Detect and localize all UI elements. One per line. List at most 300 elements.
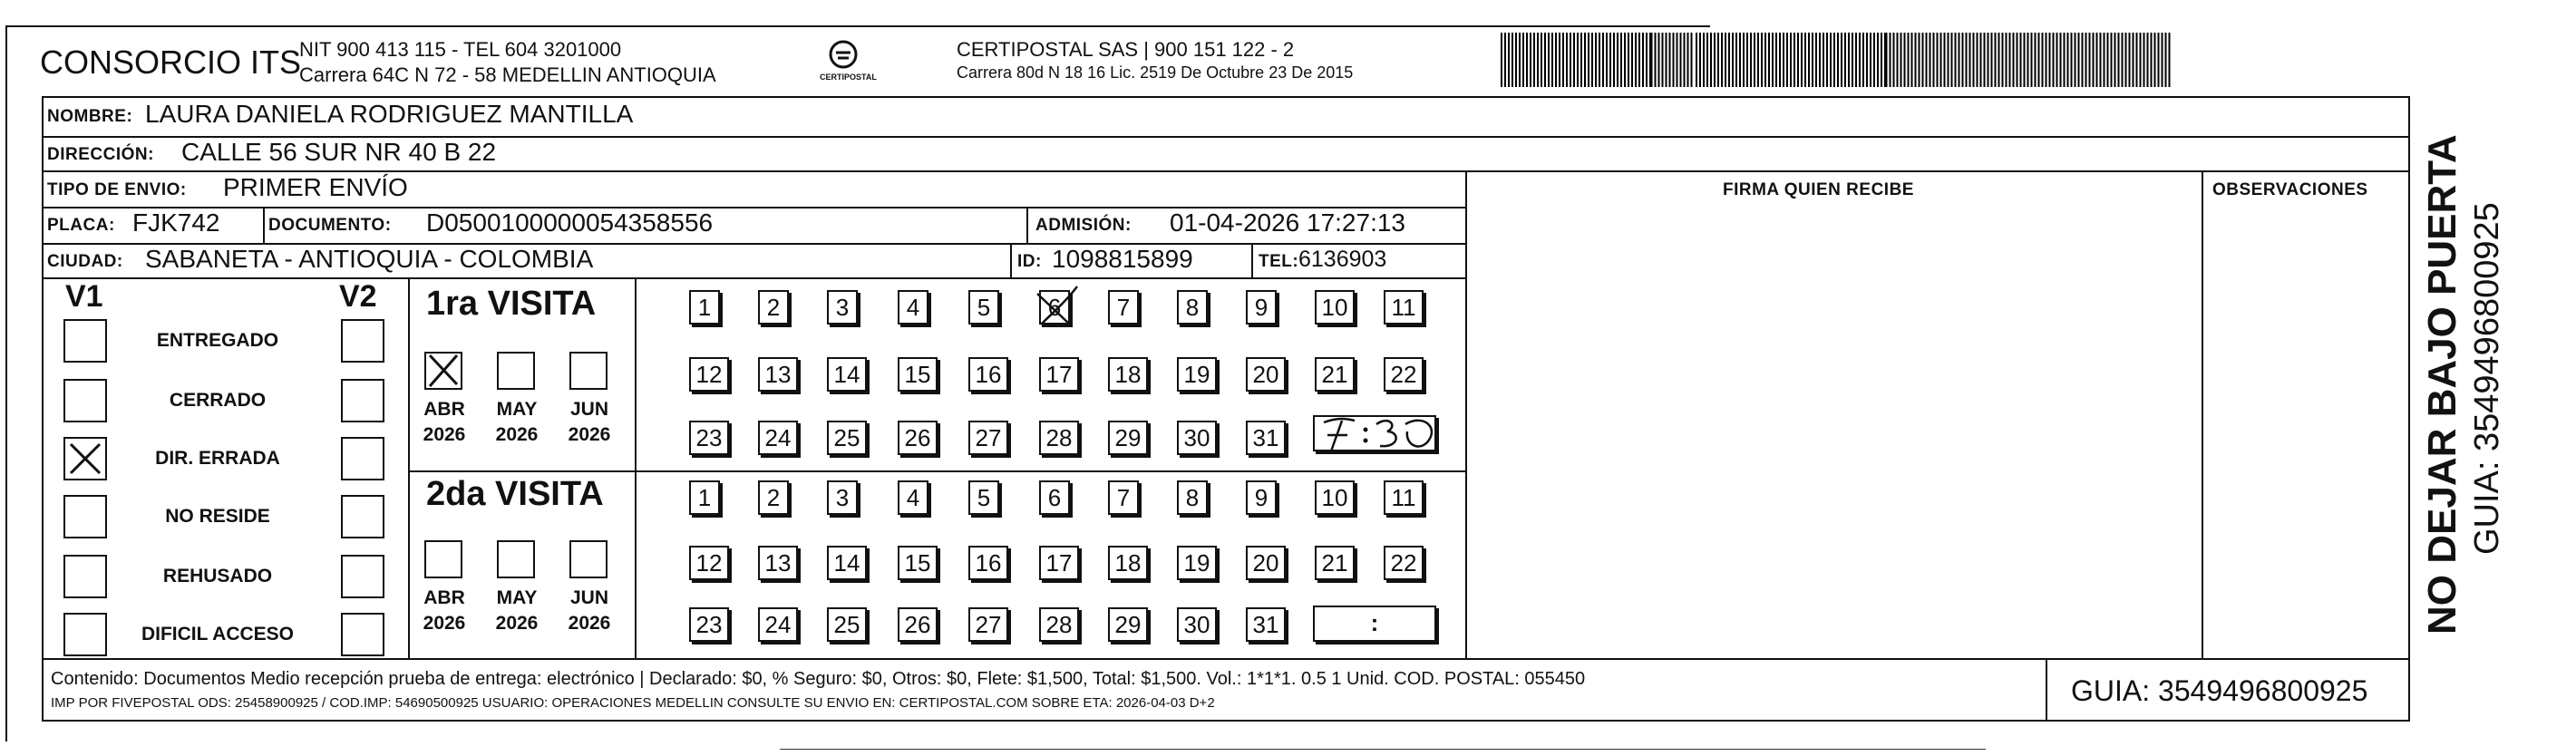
first-visit-month-checkbox[interactable] [424, 352, 462, 390]
second-visit-month-label: MAY [496, 587, 538, 608]
barcode-bar [1570, 33, 1571, 87]
grid-line [42, 96, 2410, 98]
status-v2-checkbox[interactable] [341, 555, 384, 598]
barcode-bar [1631, 33, 1633, 87]
second-visit-day-box[interactable] [689, 546, 729, 580]
first-visit-day-number: 19 [1183, 361, 1210, 388]
barcode-bar [1624, 33, 1626, 87]
second-visit-day-box[interactable] [968, 546, 1008, 580]
barcode-bar [1873, 33, 1875, 87]
barcode-bar [1944, 33, 1946, 87]
barcode-bar [1559, 33, 1560, 87]
status-v2-checkbox[interactable] [341, 613, 384, 656]
first-visit-day-box[interactable] [689, 357, 729, 392]
barcode-bar [2017, 33, 2018, 87]
second-visit-day-box[interactable] [758, 607, 798, 642]
barcode-bar [1662, 33, 1664, 87]
direccion-value: CALLE 56 SUR NR 40 B 22 [181, 138, 497, 166]
first-visit-year-label: 2026 [495, 424, 539, 445]
second-visit-day-number: 12 [695, 549, 723, 577]
second-visit-day-number: 2 [766, 484, 781, 511]
tel-label: TEL: [1259, 252, 1299, 271]
barcode-bar [2082, 33, 2084, 87]
first-visit-day-box[interactable] [1177, 421, 1217, 455]
first-visit-month-label: MAY [496, 399, 538, 420]
first-visit-day-box[interactable] [1246, 357, 1286, 392]
second-visit-month-checkbox[interactable] [424, 540, 462, 578]
barcode-bar [2165, 33, 2167, 87]
first-visit-day-box[interactable] [1177, 357, 1217, 392]
footer-imp-line: IMP POR FIVEPOSTAL ODS: 25458900925 / COD.IMP: 54690500925 USUARIO: OPERACIONES MEDELLIN CONSULTE SU ENVIO EN: CERTIPOSTAL.COM SOBRE ETA: 2026-04-03 D+2 [51, 695, 1215, 711]
second-visit-day-number: 17 [1045, 549, 1073, 577]
second-visit-day-box[interactable] [1039, 607, 1079, 642]
status-v1-checkbox[interactable] [63, 379, 107, 422]
second-visit-day-number: 6 [1047, 484, 1062, 511]
first-visit-title: 1ra VISITA [426, 285, 597, 323]
admision-label: ADMISIÓN: [1035, 216, 1132, 235]
second-visit-month-checkbox[interactable] [569, 540, 608, 578]
barcode-bar [1783, 33, 1784, 87]
barcode-bar [1966, 33, 1968, 87]
second-visit-day-box[interactable] [827, 546, 867, 580]
second-visit-day-box[interactable] [1108, 546, 1148, 580]
second-visit-day-box[interactable] [1108, 607, 1148, 642]
first-visit-day-box[interactable] [827, 290, 858, 325]
courier-name: CERTIPOSTAL SAS | 900 151 122 - 2 [957, 38, 1295, 61]
first-visit-day-box[interactable] [1039, 357, 1079, 392]
id-value: 1098815899 [1052, 245, 1193, 273]
status-v1-checkbox[interactable] [63, 319, 107, 363]
status-v1-checkbox[interactable] [63, 437, 107, 480]
first-visit-day-box[interactable] [1384, 290, 1424, 325]
barcode-bar [1841, 33, 1842, 87]
first-visit-day-number: 9 [1254, 294, 1269, 321]
first-visit-month-checkbox[interactable] [569, 352, 608, 390]
barcode-bar [1826, 33, 1828, 87]
barcode-bar [1628, 33, 1629, 87]
barcode-bar [1804, 33, 1806, 87]
barcode-bar [2096, 33, 2098, 87]
barcode-bar [1893, 33, 1895, 87]
placa-label: PLACA: [47, 216, 115, 235]
barcode-bar [1844, 33, 1846, 87]
first-visit-day-box[interactable] [689, 421, 729, 455]
barcode-bar [2038, 33, 2040, 87]
barcode-bar [1764, 33, 1766, 87]
barcode-bar [1959, 33, 1960, 87]
second-visit-day-box[interactable] [1039, 546, 1079, 580]
first-visit-day-box[interactable] [827, 357, 867, 392]
first-visit-day-number: 2 [766, 294, 781, 321]
first-visit-month-checkbox[interactable] [497, 352, 535, 390]
grid-line [42, 96, 44, 722]
barcode-bar [1735, 33, 1737, 87]
first-visit-day-number: 15 [904, 361, 931, 388]
first-visit-year-label: 2026 [568, 424, 611, 445]
first-visit-day-number: 17 [1045, 361, 1073, 388]
second-visit-day-box[interactable] [827, 607, 867, 642]
second-visit-day-number: 19 [1183, 549, 1210, 577]
second-visit-day-number: 26 [904, 611, 931, 638]
barcode-bar [2071, 33, 2073, 87]
barcode-bar [1801, 33, 1803, 87]
tel-value: 6136903 [1298, 247, 1387, 272]
second-visit-day-box[interactable] [689, 480, 720, 515]
first-visit-day-box[interactable] [968, 421, 1008, 455]
barcode-bar [1984, 33, 1986, 87]
grid-line [1026, 207, 1028, 243]
second-visit-day-number: 3 [835, 484, 850, 511]
second-visit-day-box[interactable] [1315, 546, 1355, 580]
first-visit-day-box[interactable] [1039, 290, 1070, 325]
barcode-bar [1638, 33, 1640, 87]
first-visit-day-number: 24 [764, 424, 792, 451]
barcode-bar [1717, 33, 1719, 87]
footer-contenido: Contenido: Documentos Medio recepción prueba de entrega: electrónico | Declarado: $0, % Seguro: $0, Otros: $0, Flete: $1,500, Total: $1,500. Vol.: 1*1*1. 0.5 1 Unid. COD. POSTAL: 055450 [51, 669, 1586, 689]
barcode-bar [1677, 33, 1678, 87]
barcode-bar [1609, 33, 1611, 87]
barcode-bar [1908, 33, 1910, 87]
barcode-bar [1613, 33, 1615, 87]
barcode-bar [2129, 33, 2131, 87]
barcode-bar [1530, 33, 1531, 87]
second-visit-day-box[interactable] [1177, 480, 1208, 515]
first-visit-day-box[interactable] [1108, 290, 1139, 325]
first-visit-day-box[interactable] [758, 421, 798, 455]
barcode-bar [1743, 33, 1745, 87]
second-visit-day-number: 8 [1185, 484, 1200, 511]
barcode-bar [1732, 33, 1734, 87]
barcode-bar [1635, 33, 1637, 87]
first-visit-day-box[interactable] [898, 357, 938, 392]
barcode-bar [1544, 33, 1546, 87]
v2-label: V2 [339, 279, 377, 314]
first-visit-day-number: 5 [977, 294, 991, 321]
second-visit-day-box[interactable] [1384, 546, 1424, 580]
second-visit-day-box[interactable] [758, 480, 789, 515]
barcode-bar [2111, 33, 2113, 87]
barcode-bar [1790, 33, 1792, 87]
first-visit-day-box[interactable] [1039, 421, 1079, 455]
barcode-bar [1649, 33, 1653, 87]
second-visit-day-number: 11 [1391, 484, 1416, 511]
footer-guia: GUIA: 3549496800925 [2071, 674, 2368, 707]
barcode-bar [2136, 33, 2138, 87]
second-visit-day-box[interactable] [1039, 480, 1070, 515]
barcode-bar [1739, 33, 1741, 87]
barcode-bar [1904, 33, 1906, 87]
second-visit-day-number: 5 [977, 484, 991, 511]
second-visit-day-box[interactable] [898, 480, 928, 515]
first-visit-day-number: 8 [1185, 294, 1200, 321]
second-visit-day-number: 13 [764, 549, 792, 577]
barcode-bar [1501, 33, 1502, 87]
barcode-bar [1815, 33, 1817, 87]
first-visit-day-number: 27 [975, 424, 1002, 451]
barcode-bar [2049, 33, 2051, 87]
bottom-rule [780, 749, 1986, 750]
tipo-envio-label: TIPO DE ENVIO: [47, 180, 187, 199]
barcode-bar [2125, 33, 2127, 87]
first-visit-day-box[interactable] [1108, 421, 1148, 455]
courier-logo [816, 36, 877, 91]
barcode-bar [1877, 33, 1879, 87]
barcode-bar [1666, 33, 1667, 87]
x-mark-icon [1034, 285, 1084, 328]
barcode-bar [1866, 33, 1868, 87]
status-v1-checkbox[interactable] [63, 495, 107, 538]
left-border [5, 25, 7, 741]
first-visit-day-box[interactable] [968, 290, 999, 325]
second-visit-day-number: 31 [1252, 611, 1279, 638]
x-mark-icon [65, 439, 105, 479]
barcode-bar [1919, 33, 1920, 87]
barcode-bar [2100, 33, 2102, 87]
barcode-bar [2060, 33, 2062, 87]
status-label: NO RESIDE [165, 506, 270, 527]
barcode-bar [1855, 33, 1857, 87]
barcode-bar [2143, 33, 2145, 87]
first-visit-day-box[interactable] [758, 290, 789, 325]
certipostal-logo-icon [816, 36, 870, 91]
barcode-bar [1969, 33, 1971, 87]
x-mark-icon [426, 354, 461, 388]
status-v2-checkbox[interactable] [341, 437, 384, 480]
barcode-bar [1977, 33, 1978, 87]
barcode-bar [1870, 33, 1871, 87]
barcode-bar [1599, 33, 1600, 87]
status-label: REHUSADO [162, 566, 273, 586]
barcode-bar [1699, 33, 1701, 87]
first-visit-day-box[interactable] [1246, 421, 1286, 455]
barcode-bar [1754, 33, 1755, 87]
barcode-bar [1555, 33, 1557, 87]
second-visit-day-box[interactable] [827, 480, 858, 515]
grid-line [635, 277, 637, 658]
second-visit-day-number: 21 [1321, 549, 1348, 577]
first-visit-day-number: 16 [975, 361, 1002, 388]
barcode-bar [1696, 33, 1697, 87]
second-visit-day-box[interactable] [898, 546, 938, 580]
barcode-bar [2151, 33, 2153, 87]
barcode-bar [2154, 33, 2156, 87]
barcode-bar [1584, 33, 1586, 87]
barcode-bar [2009, 33, 2011, 87]
second-visit-day-box[interactable] [1177, 607, 1217, 642]
second-visit-day-box[interactable] [1384, 480, 1424, 515]
grid-line [2046, 658, 2047, 720]
second-visit-day-number: 7 [1116, 484, 1131, 511]
status-label: ENTREGADO [156, 330, 279, 351]
first-visit-year-label: 2026 [423, 424, 466, 445]
second-visit-day-box[interactable] [968, 607, 1008, 642]
barcode-bar [2162, 33, 2163, 87]
first-visit-day-box[interactable] [689, 290, 720, 325]
first-visit-day-number: 30 [1183, 424, 1210, 451]
courier-license: Carrera 80d N 18 16 Lic. 2519 De Octubre 23 De 2015 [957, 63, 1354, 82]
barcode-bar [1703, 33, 1705, 87]
first-visit-time-box [1313, 415, 1436, 451]
second-visit-day-box[interactable] [1177, 546, 1217, 580]
barcode-bar [2169, 33, 2171, 87]
barcode-bar [1673, 33, 1675, 87]
barcode-bar [2122, 33, 2124, 87]
barcode-bar [1617, 33, 1619, 87]
second-visit-day-box[interactable] [1315, 480, 1355, 515]
barcode-bar [2089, 33, 2091, 87]
barcode-bar [1998, 33, 2000, 87]
second-visit-day-box[interactable] [689, 607, 729, 642]
barcode-bar [1848, 33, 1850, 87]
grid-line [42, 720, 2410, 722]
second-visit-day-number: 27 [975, 611, 1002, 638]
tipo-envio-value: PRIMER ENVÍO [223, 173, 408, 201]
first-visit-day-box[interactable] [1246, 290, 1277, 325]
first-visit-day-number: 7 [1116, 294, 1131, 321]
second-visit-day-box[interactable] [1246, 607, 1286, 642]
grid-line [1465, 170, 1467, 658]
barcode-bar [1721, 33, 1723, 87]
v1-label: V1 [65, 279, 103, 314]
first-visit-day-number: 29 [1114, 424, 1142, 451]
barcode-bar [2107, 33, 2109, 87]
first-visit-day-box[interactable] [758, 357, 798, 392]
second-visit-day-number: 28 [1045, 611, 1073, 638]
first-visit-day-box[interactable] [898, 421, 938, 455]
barcode-bar [1768, 33, 1770, 87]
barcode-bar [1655, 33, 1657, 87]
barcode-bar [1537, 33, 1539, 87]
barcode-bar [2002, 33, 2004, 87]
first-visit-day-box[interactable] [1177, 290, 1208, 325]
second-visit-day-number: 29 [1114, 611, 1142, 638]
handwriting-icon [1311, 412, 1438, 453]
grid-line [408, 277, 410, 658]
first-visit-day-box[interactable] [1315, 357, 1355, 392]
first-visit-day-number: 13 [764, 361, 792, 388]
barcode-bar [2085, 33, 2087, 87]
second-visit-time-box[interactable] [1313, 606, 1436, 642]
first-visit-day-number: 23 [695, 424, 723, 451]
second-visit-day-box[interactable] [758, 546, 798, 580]
status-v1-checkbox[interactable] [63, 613, 107, 656]
barcode-bar [2024, 33, 2026, 87]
documento-value: D0500100000054358556 [426, 208, 714, 237]
barcode-bar [1812, 33, 1813, 87]
barcode-bar [1725, 33, 1726, 87]
barcode-bar [1830, 33, 1832, 87]
barcode-bar [1837, 33, 1839, 87]
first-visit-day-box[interactable] [898, 290, 928, 325]
status-v2-checkbox[interactable] [341, 319, 384, 363]
first-visit-day-box[interactable] [968, 357, 1008, 392]
second-visit-month-checkbox[interactable] [497, 540, 535, 578]
barcode-bar [2078, 33, 2080, 87]
status-label: DIR. ERRADA [155, 448, 280, 469]
second-visit-day-number: 16 [975, 549, 1002, 577]
barcode-bar [1541, 33, 1542, 87]
company-name: CONSORCIO ITS [40, 44, 302, 81]
second-visit-day-box[interactable] [898, 607, 938, 642]
second-visit-day-box[interactable] [1246, 546, 1286, 580]
first-visit-day-number: 4 [906, 294, 920, 321]
first-visit-day-box[interactable] [1315, 290, 1355, 325]
second-visit-time-placeholder: : [1370, 609, 1379, 636]
barcode-bar [2133, 33, 2134, 87]
grid-line [2408, 96, 2410, 722]
barcode-bar [1833, 33, 1835, 87]
status-label: DIFICIL ACCESO [141, 624, 294, 645]
second-visit-day-number: 15 [904, 549, 931, 577]
second-visit-month-label: JUN [569, 587, 608, 608]
barcode-bar [1881, 33, 1882, 87]
barcode-bar [1562, 33, 1564, 87]
first-visit-day-box[interactable] [827, 421, 867, 455]
barcode-bar [1548, 33, 1550, 87]
barcode-bar [1922, 33, 1924, 87]
barcode-bar [1588, 33, 1589, 87]
barcode-bar [1808, 33, 1810, 87]
logo-text: CERTIPOSTAL [820, 73, 877, 82]
barcode [1501, 33, 2181, 89]
second-visit-day-box[interactable] [968, 480, 999, 515]
barcode-bar [1533, 33, 1535, 87]
status-v1-checkbox[interactable] [63, 555, 107, 598]
barcode-bar [1577, 33, 1579, 87]
barcode-bar [1955, 33, 1957, 87]
barcode-bar [1522, 33, 1524, 87]
first-visit-day-number: 21 [1321, 361, 1348, 388]
first-visit-day-box[interactable] [1108, 357, 1148, 392]
second-visit-day-box[interactable] [1108, 480, 1139, 515]
status-v2-checkbox[interactable] [341, 495, 384, 538]
second-visit-day-box[interactable] [1246, 480, 1277, 515]
second-visit-day-number: 20 [1252, 549, 1279, 577]
grid-line [408, 470, 1465, 472]
first-visit-day-box[interactable] [1384, 357, 1424, 392]
barcode-bar [1852, 33, 1853, 87]
barcode-bar [1988, 33, 1989, 87]
barcode-bar [1746, 33, 1748, 87]
second-visit-day-number: 18 [1114, 549, 1142, 577]
first-visit-day-number: 1 [697, 294, 712, 321]
firma-header: FIRMA QUIEN RECIBE [1723, 180, 1914, 199]
documento-label: DOCUMENTO: [268, 216, 392, 235]
barcode-bar [1900, 33, 1902, 87]
barcode-bar [1779, 33, 1781, 87]
first-visit-month-label: ABR [423, 399, 465, 420]
side-guia-text: GUIA: 3549496800925 [2468, 202, 2506, 555]
first-visit-day-number: 25 [833, 424, 860, 451]
barcode-bar [2056, 33, 2058, 87]
barcode-bar [1512, 33, 1513, 87]
barcode-bar [2118, 33, 2120, 87]
barcode-bar [1973, 33, 1975, 87]
grid-line [263, 207, 265, 243]
first-visit-month-label: JUN [569, 399, 608, 420]
admision-value: 01-04-2026 17:27:13 [1170, 208, 1405, 237]
second-visit-day-number: 10 [1321, 484, 1348, 511]
grid-line [1251, 243, 1253, 277]
barcode-bar [2027, 33, 2029, 87]
barcode-bar [2140, 33, 2142, 87]
barcode-bar [1862, 33, 1864, 87]
barcode-bar [2042, 33, 2044, 87]
barcode-bar [1750, 33, 1752, 87]
status-v2-checkbox[interactable] [341, 379, 384, 422]
barcode-bar [1951, 33, 1953, 87]
barcode-bar [1757, 33, 1759, 87]
